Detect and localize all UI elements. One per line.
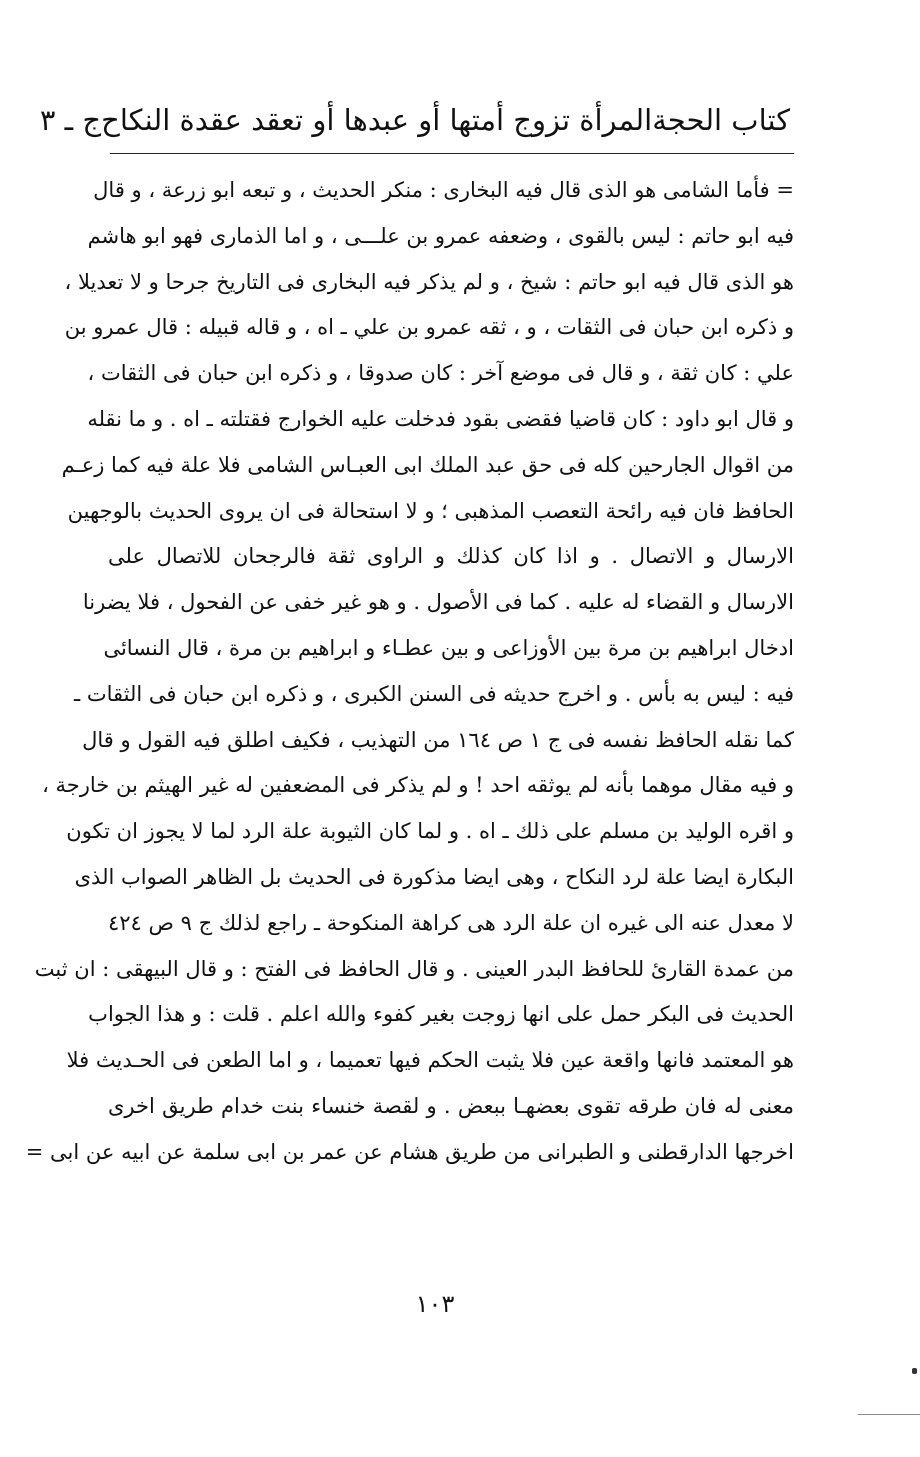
running-header: [39, 92, 790, 140]
text-line: الارسال و القضاء له عليه . كما فى الأصول . و هو غير خفى عن الفحول ، فلا يضرنا: [82, 590, 794, 615]
text-line: لا معدل عنه الى غيره ان علة الرد هى كراهة المنكوحة ـ راجع لذلك ج ٩ ص ٤٢٤: [108, 910, 794, 935]
section-title: المرأة تزوج أمتها أو عبدها أو تعقد عقدة النكاح: [101, 103, 653, 137]
text-line: من عمدة القارئ للحافظ البدر العينى . و قال الحافظ فى الفتح : و قال البيهقى : ان ثبت: [34, 956, 794, 981]
text-line: ادخال ابراهيم بن مرة بين الأوزاعى و بين عطـاء و ابراهيم بن مرة ، قال النسائى: [103, 635, 794, 660]
text-line: علي : كان ثقة ، و قال فى موضع آخر : كان صدوقا ، و ذكره ابن حبان فى الثقات ،: [87, 361, 794, 386]
book-title: كتاب الحجة: [652, 103, 790, 137]
text-line: اخرجها الدارقطنى و الطبرانى من طريق هشام عن عمر بن ابى سلمة عن ابيه عن ابى =: [25, 1139, 794, 1164]
text-line: البكارة ايضا علة لرد النكاح ، وهى ايضا مذكورة فى الحديث بل الظاهر الصواب الذى: [74, 864, 794, 889]
text-line: فيه ابو حاتم : ليس بالقوى ، وضعفه عمرو بن علـــى ، و اما الذمارى فهو ابو هاشم: [87, 223, 794, 248]
text-line: و ذكره ابن حبان فى الثقات ، و ، ثقه عمرو بن علي ـ اه ، و قاله قبيله : قال عمرو بن: [64, 315, 794, 340]
text-line: الحافظ فان فيه رائحة التعصب المذهبى ؛ و لا استحالة فى ان يروى الحديث بالوجهين: [67, 498, 794, 523]
body-text: [25, 168, 794, 1176]
margin-speck: [912, 1368, 917, 1374]
text-line: الحديث فى البكر حمل على انها زوجت بغير كفوء والله اعلم . قلت : و هذا الجواب: [88, 1002, 794, 1027]
text-line: = فأما الشامى هو الذى قال فيه البخارى : منكر الحديث ، و تبعه ابو زرعة ، و قال: [93, 178, 794, 202]
volume-label: ج ـ ٣: [39, 103, 102, 137]
page-number: ١٠٣: [415, 1290, 455, 1318]
text-line: هو الذى قال فيه ابو حاتم : شيخ ، و لم يذكر فيه البخارى فى التاريخ جرحا و لا تعديلا ،: [64, 269, 794, 294]
text-line: و فيه مقال موهما بأنه لم يوثقه احد ! و لم يذكر فى المضعفين له غير الهيثم بن خارجة ،: [42, 773, 794, 798]
text-line: هو المعتمد فانها واقعة عين فلا يثبت الحكم فيها تعميما ، و اما الطعن فى الحـديث فلا: [66, 1048, 794, 1073]
header-rule: [110, 153, 794, 154]
text-line: معنى له فان طرقه تقوى بعضهـا ببعض . و لقصة خنساء بنت خدام طريق اخرى: [108, 1093, 794, 1118]
text-line: فيه : ليس به بأس . و اخرج حديثه فى السنن الكبرى ، و ذكره ابن حبان فى الثقات ـ: [74, 681, 794, 706]
text-line: و اقره الوليد بن مسلم على ذلك ـ اه . و لما كان الثيوبة علة الرد لما لا يجوز ان تكون: [66, 819, 794, 844]
text-line: من اقوال الجارحين كله فى حق عبد الملك ابى العبـاس الشامى فلا علة فيه كما زعـم: [61, 452, 794, 477]
text-line: و قال ابو داود : كان قاضيا فقضى بقود فدخلت عليه الخوارج فقتلته ـ اه . و ما نقله: [87, 406, 794, 431]
text-line: الارسال و الاتصال . و اذا كان كذلك و الراوى ثقة فالرجحان للاتصال على: [108, 544, 794, 569]
edge-rule: [858, 1414, 920, 1415]
text-line: كما نقله الحافظ نفسه فى ج ١ ص ١٦٤ من التهذيب ، فكيف اطلق فيه القول و قال: [82, 727, 794, 752]
